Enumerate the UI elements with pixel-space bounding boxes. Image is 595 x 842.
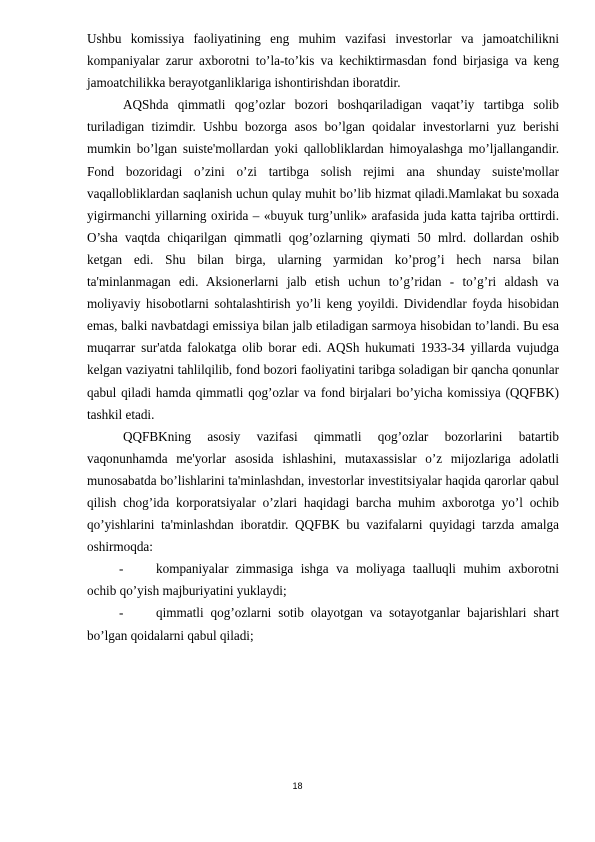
paragraph-2: AQShda qimmatli qog’ozlar bozori boshqariladigan vaqat’iy tartibga solib turiladigan tizimdir. Ushbu bozorga asos bo’lgan qoidalar investorlarni yuz berishi mumkin bo’lgan suiste'mollardan yoki qallobliklardan himoyalashga mo’ljallangandir. Fond bozoridagi o’zini o’zi tartibga solish rejimi ana shunday suiste'mollar vaqallobliklardan saqlanish uchun qulay muhit bo’lib hizmat qiladi.Mamlakat bu soxada yigirmanchi yillarning oxirida – «buyuk turg’unlik» arafasida juda katta tajriba orttirdi. O’sha vaqtda chiqarilgan qimmatli qog’ozlarning qiymati 50 mlrd. dollardan oshib ketgan edi. Shu bilan birga, ularning yarmidan ko’prog’i hech narsa bilan ta'minlanmagan edi. Aksionerlarni jalb etish uchun to’g’ridan - to’g’ri aldash va moliyaviy hisobotlarni sohtalashtirish yo’li keng yoyildi. Dividendlar foyda hisobidan emas, balki navbatdagi emissiya bilan jalb etiladigan sarmoya hisobidan to’landi. Bu esa muqarrar sur'atda falokatga olib borar edi. AQSh hukumati 1933-34 yillarda vujudga kelgan vaziyatni tahlilqilib, fond bozori faoliyatini taribga soladigan bir qancha qonunlar qabul qiladi hamda qimmatli qog’ozlar va fond birjalari bo’yicha komissiya (QQFBK) tashkil etadi.: [87, 97, 559, 422]
bullet-item-2: [87, 602, 559, 646]
bullet-text: kompaniyalar zimmasiga ishga va moliyaga taalluqli muhim axborotni ochib qo’yish majburiyatini yuklaydi;: [87, 561, 559, 599]
paragraph-1: Ushbu komissiya faoliyatining eng muhim vazifasi investorlar va jamoatchilikni kompaniyalar zarur axborotni to’la-to’kis va kechiktirmasdan fond birjasiga va keng jamoatchilikka berayotganliklariga ishontirishdan iboratdir.: [87, 31, 559, 91]
bullet-dash: -: [119, 605, 124, 621]
body-text: [87, 28, 559, 647]
bullet-dash: -: [119, 561, 124, 577]
paragraph-3: QQFBKning asosiy vazifasi qimmatli qog’ozlar bozorlarini batartib vaqonunhamda me'yorlar asosida ishlashini, mutaxassislar o’z mijozlariga adolatli munosabatda bo’lishlarini ta'minlashdan, investorlar investitsiyalar haqida qarorlar qabul qilish chog’ida korporatsiyalar o’zlari haqidagi barcha muhim axborotga yo’l ochib qo’yishlarini ta'minlashdan iboratdir. QQFBK bu vazifalarni quyidagi tarzda amalga oshirmoqda:: [87, 428, 559, 555]
bullet-text: qimmatli qog’ozlarni sotib olayotgan va sotayotganlar bajarishlari shart bo’lgan qoidalarni qabul qiladi;: [87, 605, 559, 643]
bullet-item-1: [87, 558, 559, 602]
page-number: 18: [292, 781, 303, 791]
